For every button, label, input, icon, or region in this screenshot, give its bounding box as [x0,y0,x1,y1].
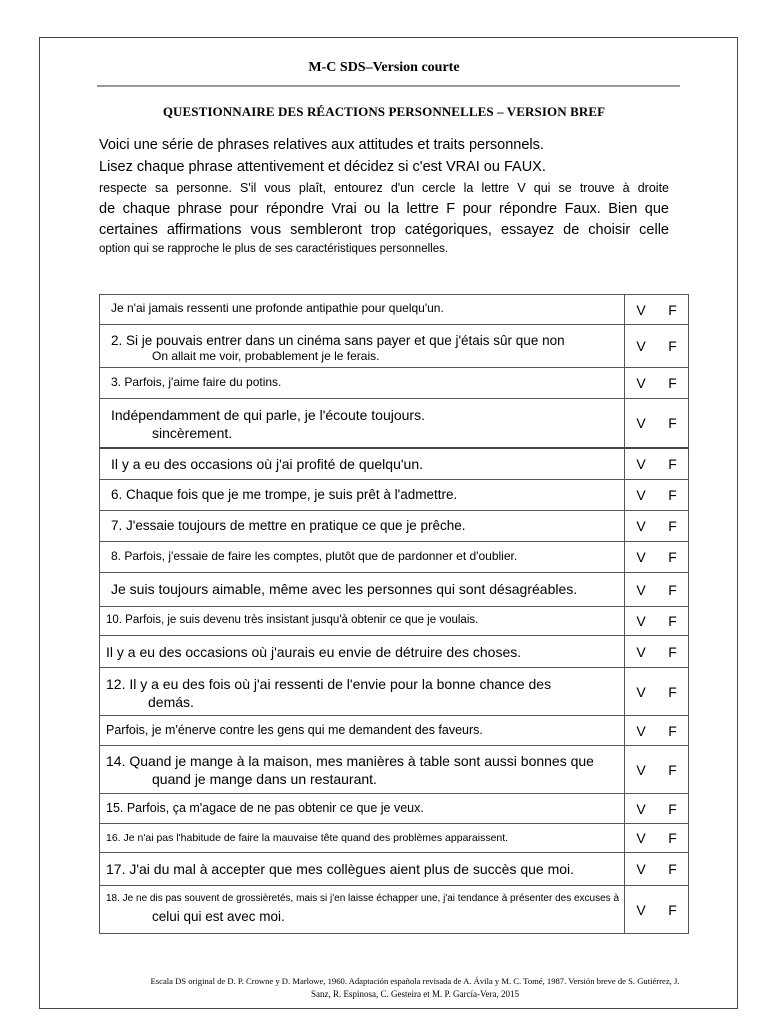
questionnaire-subtitle: QUESTIONNAIRE DES RÉACTIONS PERSONNELLES – VERSION BREF [162,104,606,119]
answer-true-option[interactable]: V [636,456,646,472]
table-row [100,449,689,480]
item-text-cell [100,716,625,745]
answer-true-option[interactable]: V [636,338,646,354]
item-text-cell [100,607,625,635]
answer-true-cell[interactable] [625,746,657,793]
item-text-cell [100,886,625,933]
table-row [100,886,689,934]
table-row [100,853,689,886]
item-statement: 14. Quand je mange à la maison, mes manières à table sont aussi bonnes que [106,753,594,769]
item-statement: Je suis toujours aimable, même avec les personnes qui sont désagréables. [111,581,578,597]
item-text-cell [100,325,625,367]
answer-true-option[interactable]: V [636,861,646,877]
answer-true-cell[interactable] [625,449,657,479]
item-text-cell [100,480,625,510]
answer-true-option[interactable]: V [636,581,646,598]
answer-false-option[interactable]: F [668,722,677,739]
item-text-cell [100,824,625,852]
item-text-cell [100,668,625,715]
answer-true-cell[interactable] [625,853,657,885]
answer-true-option[interactable]: V [636,643,646,660]
answer-true-cell[interactable] [625,511,657,541]
item-text-cell [100,636,625,667]
answer-false-option[interactable]: F [668,518,677,534]
instructions-line-2: Lisez chaque phrase attentivement et décidez si c'est VRAI ou FAUX. [99,159,546,175]
answer-false-option[interactable]: F [668,375,677,391]
item-statement-continued: celui qui est avec moi. [152,909,285,924]
table-row [100,325,689,368]
answer-false-option[interactable]: F [668,901,677,918]
table-row [100,746,689,794]
answer-true-cell[interactable] [625,573,657,606]
instructions-line-6: option qui se rapproche le plus de ses caractéristiques personnelles. [99,243,449,255]
answer-true-cell[interactable] [625,886,657,933]
table-row [100,295,689,325]
answer-false-option[interactable]: F [668,415,677,431]
item-text-cell [100,449,625,479]
item-statement: 10. Parfois, je suis devenu très insistant jusqu'à obtenir ce que je voulais. [106,614,479,626]
answer-false-cell[interactable] [657,295,689,324]
answer-true-cell[interactable] [625,480,657,510]
item-statement: Indépendamment de qui parle, je l'écoute toujours. [111,407,425,423]
item-text-cell [100,295,625,324]
answer-false-cell[interactable] [657,746,689,793]
answer-true-option[interactable]: V [636,722,646,739]
answer-false-cell[interactable] [657,607,689,635]
table-row [100,542,689,573]
answer-false-cell[interactable] [657,511,689,541]
item-statement: 7. J'essaie toujours de mettre en pratique ce que je prêche. [111,518,466,533]
answer-true-cell[interactable] [625,368,657,398]
item-statement: 16. Je n'ai pas l'habitude de faire la mauvaise tête quand des problèmes apparaissent. [106,832,509,844]
citation-footer [101,975,729,1001]
questionnaire-table [99,294,689,934]
answer-false-cell[interactable] [657,399,689,447]
answer-false-cell[interactable] [657,449,689,479]
answer-false-option[interactable]: F [668,830,677,846]
answer-true-cell[interactable] [625,295,657,324]
answer-true-option[interactable]: V [636,613,646,629]
answer-false-option[interactable]: F [668,800,677,817]
answer-false-option[interactable]: F [668,761,677,778]
answer-true-option[interactable]: V [636,683,646,700]
answer-false-cell[interactable] [657,853,689,885]
answer-true-cell[interactable] [625,325,657,367]
citation-line-2: Sanz, R. Espinosa, C. Gesteira et M. P. García-Vera, 2015 [311,989,519,999]
answer-false-option[interactable]: F [668,643,677,660]
item-statement: Il y a eu des occasions où j'ai profité de quelqu'un. [111,456,423,472]
answer-true-option[interactable]: V [636,830,646,846]
answer-false-option[interactable]: F [668,613,677,629]
answer-false-cell[interactable] [657,573,689,606]
table-row [100,368,689,399]
table-row [100,511,689,542]
item-statement-continued: quand je mange dans un restaurant. [152,771,377,787]
item-statement: 17. J'ai du mal à accepter que mes collègues aient plus de succès que moi. [106,861,575,877]
answer-false-cell[interactable] [657,794,689,823]
table-row [100,668,689,716]
table-row [100,480,689,511]
answer-true-cell[interactable] [625,607,657,635]
answer-true-cell[interactable] [625,542,657,572]
item-text-cell [100,399,625,447]
answer-false-option[interactable]: F [668,683,677,700]
answer-true-cell[interactable] [625,636,657,667]
item-statement-continued: On allait me voir, probablement je le ferais. [152,349,380,363]
answer-false-cell[interactable] [657,716,689,745]
item-text-cell [100,746,625,793]
answer-true-option[interactable]: V [636,487,646,503]
item-statement-continued: demás. [148,694,194,710]
item-statement: Je n'ai jamais ressenti une profonde antipathie pour quelqu'un. [111,301,444,315]
item-statement: Parfois, je m'énerve contre les gens qui me demandent des faveurs. [106,723,483,737]
answer-true-cell[interactable] [625,399,657,447]
answer-false-cell[interactable] [657,368,689,398]
item-statement: 15. Parfois, ça m'agace de ne pas obtenir ce que je veux. [106,801,424,815]
answer-false-option[interactable]: F [668,456,677,472]
answer-false-option[interactable]: F [668,581,677,598]
page-title: M-C SDS–Version courte [308,60,460,75]
instructions-line-1: Voici une série de phrases relatives aux attitudes et traits personnels. [99,137,544,153]
item-text-cell [100,542,625,572]
table-row [100,716,689,746]
instructions-line-3: respecte sa personne. S'il vous plaît, entourez d'un cercle la lettre V qui se trouve à droite [99,181,669,195]
answer-false-option[interactable]: F [668,549,677,565]
answer-true-cell[interactable] [625,668,657,715]
title-divider [97,85,680,87]
answer-false-option[interactable]: F [668,301,677,318]
answer-false-cell[interactable] [657,636,689,667]
table-row [100,399,689,449]
answer-true-option[interactable]: V [636,518,646,534]
answer-false-cell[interactable] [657,325,689,367]
answer-true-option[interactable]: V [636,301,646,318]
answer-false-cell[interactable] [657,480,689,510]
item-statement-continued: sincèrement. [152,425,233,441]
table-row [100,573,689,607]
item-statement: 18. Je ne dis pas souvent de grossièretés, mais si j'en laisse échapper une, j'ai tendance à présenter des excuses à [106,893,620,904]
answer-false-option[interactable]: F [668,861,677,877]
item-text-cell [100,573,625,606]
answer-true-cell[interactable] [625,824,657,852]
table-row [100,607,689,636]
answer-true-cell[interactable] [625,794,657,823]
answer-false-option[interactable]: F [668,338,677,354]
answer-false-cell[interactable] [657,824,689,852]
answer-true-option[interactable]: V [636,415,646,431]
item-statement: 12. Il y a eu des fois où j'ai ressenti de l'envie pour la bonne chance des [106,676,552,692]
table-row [100,636,689,668]
answer-true-cell[interactable] [625,716,657,745]
instructions-line-5: certaines affirmations vous sembleront trop catégoriques, essayez de choisir celle [99,222,669,238]
item-text-cell [100,794,625,823]
item-statement: 2. Si je pouvais entrer dans un cinéma sans payer et que j'étais sûr que non [111,333,565,348]
answer-false-cell[interactable] [657,668,689,715]
table-row [100,824,689,853]
answer-false-cell[interactable] [657,886,689,933]
answer-true-option[interactable]: V [636,761,646,778]
item-text-cell [100,511,625,541]
table-row [100,794,689,824]
item-text-cell [100,368,625,398]
item-statement: 3. Parfois, j'aime faire du potins. [111,375,282,389]
answer-false-option[interactable]: F [668,487,677,503]
item-statement: Il y a eu des occasions où j'aurais eu envie de détruire des choses. [106,644,522,660]
item-statement: 6. Chaque fois que je me trompe, je suis prêt à l'admettre. [111,487,458,502]
answer-true-option[interactable]: V [636,549,646,565]
instructions-line-4: de chaque phrase pour répondre Vrai ou la lettre F pour répondre Faux. Bien que [99,201,669,217]
answer-true-option[interactable]: V [636,375,646,391]
item-statement: 8. Parfois, j'essaie de faire les comptes, plutôt que de pardonner et d'oublier. [111,549,518,563]
answer-true-option[interactable]: V [636,901,646,918]
answer-false-cell[interactable] [657,542,689,572]
citation-line-1: Escala DS original de D. P. Crowne y D. Marlowe, 1960. Adaptación española revisada de A. Ávila y M. C. Tomé, 1987. Versión breve de S. Gutiérrez, J. [150,976,680,986]
answer-true-option[interactable]: V [636,800,646,817]
item-text-cell [100,853,625,885]
